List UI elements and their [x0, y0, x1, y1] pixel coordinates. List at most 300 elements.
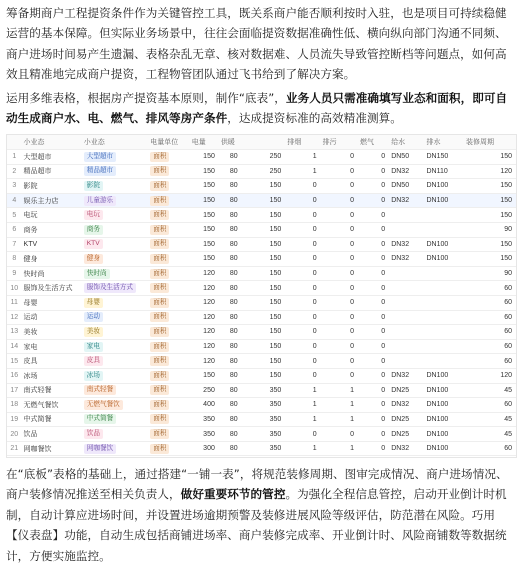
cell-name[interactable]: 美妆 [22, 325, 82, 340]
cell-w2[interactable] [425, 295, 464, 310]
cell-h[interactable]: 80 [219, 412, 242, 427]
cell-p[interactable]: 150 [464, 179, 516, 194]
cell-z[interactable]: 0 [321, 368, 358, 383]
cell-tag[interactable] [82, 237, 148, 252]
cell-p[interactable]: 90 [464, 266, 516, 281]
cell-z[interactable]: 0 [321, 222, 358, 237]
cell-w1[interactable] [389, 310, 424, 325]
cell-g[interactable]: 0 [358, 310, 389, 325]
cell-idx[interactable]: 6 [7, 222, 22, 237]
cell-h[interactable]: 80 [219, 295, 242, 310]
cell-w1[interactable]: DN50 [389, 150, 424, 165]
table-row[interactable] [7, 383, 516, 398]
cell-z[interactable]: 0 [321, 208, 358, 223]
cell-x[interactable]: 350 [242, 427, 286, 442]
cell-p[interactable]: 150 [464, 150, 516, 165]
cell-idx[interactable]: 19 [7, 412, 22, 427]
cell-x[interactable]: 250 [242, 150, 286, 165]
cell-z[interactable]: 0 [321, 266, 358, 281]
cell-e[interactable]: 150 [190, 368, 219, 383]
cell-w1[interactable]: DN32 [389, 398, 424, 413]
cell-tag[interactable] [82, 222, 148, 237]
cell-name[interactable]: 商务 [22, 222, 82, 237]
cell-idx[interactable]: 9 [7, 266, 22, 281]
table-row[interactable] [7, 339, 516, 354]
cell-unit[interactable] [148, 193, 190, 208]
cell-name[interactable]: 大型超市 [22, 150, 82, 165]
cell-w1[interactable] [389, 281, 424, 296]
cell-w2[interactable]: DN100 [425, 193, 464, 208]
cell-w1[interactable]: DN32 [389, 368, 424, 383]
cell-x[interactable]: 350 [242, 383, 286, 398]
cell-w1[interactable] [389, 295, 424, 310]
cell-x[interactable]: 350 [242, 441, 286, 456]
cell-tag[interactable] [82, 427, 148, 442]
cell-idx[interactable]: 11 [7, 295, 22, 310]
cell-p[interactable]: 45 [464, 427, 516, 442]
cell-p[interactable]: 150 [464, 237, 516, 252]
table-row[interactable] [7, 252, 516, 267]
table-row[interactable] [7, 427, 516, 442]
table-row[interactable] [7, 354, 516, 369]
cell-g[interactable]: 0 [358, 354, 389, 369]
cell-w2[interactable] [425, 354, 464, 369]
column-header[interactable]: 小业态 [82, 135, 148, 150]
cell-tag[interactable] [82, 266, 148, 281]
table-row[interactable] [7, 368, 516, 383]
cell-g[interactable]: 0 [358, 222, 389, 237]
cell-p[interactable]: 60 [464, 310, 516, 325]
cell-h[interactable]: 80 [219, 281, 242, 296]
cell-h[interactable]: 80 [219, 150, 242, 165]
cell-w1[interactable] [389, 208, 424, 223]
cell-tag[interactable] [82, 310, 148, 325]
cell-name[interactable]: 精品超市 [22, 164, 82, 179]
cell-tag[interactable] [82, 339, 148, 354]
cell-unit[interactable] [148, 339, 190, 354]
cell-p[interactable]: 60 [464, 281, 516, 296]
column-header[interactable]: 排水 [425, 135, 464, 150]
cell-name[interactable]: KTV [22, 237, 82, 252]
cell-e[interactable]: 120 [190, 354, 219, 369]
cell-y[interactable]: 1 [285, 150, 320, 165]
cell-g[interactable]: 0 [358, 179, 389, 194]
table-row[interactable] [7, 266, 516, 281]
cell-h[interactable]: 80 [219, 237, 242, 252]
cell-e[interactable]: 120 [190, 339, 219, 354]
cell-idx[interactable]: 10 [7, 281, 22, 296]
cell-g[interactable]: 0 [358, 208, 389, 223]
cell-unit[interactable] [148, 427, 190, 442]
cell-z[interactable]: 1 [321, 383, 358, 398]
cell-tag[interactable] [82, 164, 148, 179]
table-row[interactable] [7, 281, 516, 296]
cell-tag[interactable] [82, 354, 148, 369]
cell-x[interactable]: 150 [242, 208, 286, 223]
cell-y[interactable]: 1 [285, 412, 320, 427]
cell-y[interactable]: 1 [285, 441, 320, 456]
cell-p[interactable]: 60 [464, 354, 516, 369]
cell-idx[interactable]: 20 [7, 427, 22, 442]
cell-p[interactable]: 150 [464, 208, 516, 223]
cell-idx[interactable]: 12 [7, 310, 22, 325]
cell-w2[interactable] [425, 325, 464, 340]
cell-z[interactable]: 0 [321, 252, 358, 267]
cell-z[interactable]: 1 [321, 398, 358, 413]
column-header[interactable]: 装修周期 [464, 135, 516, 150]
cell-g[interactable]: 0 [358, 150, 389, 165]
cell-w2[interactable]: DN100 [425, 252, 464, 267]
cell-e[interactable]: 120 [190, 325, 219, 340]
cell-h[interactable]: 80 [219, 383, 242, 398]
cell-h[interactable]: 80 [219, 310, 242, 325]
cell-x[interactable]: 150 [242, 339, 286, 354]
cell-unit[interactable] [148, 237, 190, 252]
cell-idx[interactable]: 8 [7, 252, 22, 267]
cell-g[interactable]: 0 [358, 427, 389, 442]
cell-h[interactable]: 80 [219, 339, 242, 354]
cell-p[interactable]: 60 [464, 339, 516, 354]
cell-tag[interactable] [82, 208, 148, 223]
cell-z[interactable]: 0 [321, 339, 358, 354]
cell-w1[interactable]: DN32 [389, 193, 424, 208]
cell-p[interactable]: 60 [464, 398, 516, 413]
cell-z[interactable]: 0 [321, 281, 358, 296]
cell-e[interactable]: 150 [190, 193, 219, 208]
cell-name[interactable]: 网咖餐饮 [22, 441, 82, 456]
cell-idx[interactable]: 7 [7, 237, 22, 252]
cell-x[interactable]: 350 [242, 412, 286, 427]
cell-g[interactable]: 0 [358, 325, 389, 340]
cell-name[interactable]: 快时尚 [22, 266, 82, 281]
cell-unit[interactable] [148, 398, 190, 413]
cell-name[interactable]: 皮具 [22, 354, 82, 369]
cell-z[interactable]: 0 [321, 295, 358, 310]
column-header[interactable]: 小业态 [22, 135, 82, 150]
cell-tag[interactable] [82, 325, 148, 340]
cell-tag[interactable] [82, 412, 148, 427]
table-row[interactable] [7, 164, 516, 179]
cell-tag[interactable] [82, 252, 148, 267]
cell-name[interactable]: 饮品 [22, 427, 82, 442]
column-header[interactable]: 电量 [190, 135, 219, 150]
cell-y[interactable]: 1 [285, 398, 320, 413]
cell-y[interactable]: 0 [285, 179, 320, 194]
cell-e[interactable]: 120 [190, 281, 219, 296]
cell-idx[interactable]: 13 [7, 325, 22, 340]
cell-e[interactable]: 120 [190, 266, 219, 281]
cell-unit[interactable] [148, 295, 190, 310]
cell-idx[interactable]: 3 [7, 179, 22, 194]
cell-z[interactable]: 0 [321, 179, 358, 194]
cell-name[interactable]: 南式轻餐 [22, 383, 82, 398]
cell-e[interactable]: 350 [190, 427, 219, 442]
cell-w2[interactable]: DN100 [425, 237, 464, 252]
cell-w1[interactable]: DN25 [389, 412, 424, 427]
cell-g[interactable]: 0 [358, 164, 389, 179]
cell-h[interactable]: 80 [219, 427, 242, 442]
cell-w1[interactable]: DN25 [389, 427, 424, 442]
cell-name[interactable]: 运动 [22, 310, 82, 325]
cell-name[interactable]: 母婴 [22, 295, 82, 310]
cell-e[interactable]: 150 [190, 164, 219, 179]
cell-p[interactable]: 60 [464, 441, 516, 456]
cell-x[interactable]: 150 [242, 266, 286, 281]
cell-name[interactable]: 健身 [22, 252, 82, 267]
cell-idx[interactable]: 16 [7, 368, 22, 383]
cell-unit[interactable] [148, 310, 190, 325]
cell-w1[interactable] [389, 325, 424, 340]
cell-y[interactable]: 0 [285, 368, 320, 383]
cell-x[interactable]: 150 [242, 310, 286, 325]
cell-e[interactable]: 150 [190, 208, 219, 223]
cell-g[interactable]: 0 [358, 339, 389, 354]
cell-unit[interactable] [148, 354, 190, 369]
cell-tag[interactable] [82, 368, 148, 383]
cell-x[interactable]: 150 [242, 354, 286, 369]
cell-z[interactable]: 0 [321, 193, 358, 208]
cell-y[interactable]: 0 [285, 310, 320, 325]
cell-w1[interactable] [389, 339, 424, 354]
cell-unit[interactable] [148, 383, 190, 398]
cell-idx[interactable]: 1 [7, 150, 22, 165]
cell-p[interactable]: 120 [464, 164, 516, 179]
cell-p[interactable]: 150 [464, 252, 516, 267]
cell-g[interactable]: 0 [358, 266, 389, 281]
cell-w2[interactable]: DN110 [425, 164, 464, 179]
cell-idx[interactable]: 21 [7, 441, 22, 456]
cell-h[interactable]: 80 [219, 208, 242, 223]
cell-y[interactable]: 0 [285, 295, 320, 310]
cell-w2[interactable] [425, 208, 464, 223]
table-row[interactable] [7, 208, 516, 223]
cell-z[interactable]: 1 [321, 441, 358, 456]
cell-z[interactable]: 0 [321, 354, 358, 369]
cell-p[interactable]: 45 [464, 412, 516, 427]
cell-z[interactable]: 0 [321, 427, 358, 442]
cell-h[interactable]: 80 [219, 193, 242, 208]
table-row[interactable] [7, 222, 516, 237]
table-row[interactable] [7, 412, 516, 427]
cell-x[interactable]: 150 [242, 368, 286, 383]
table-row[interactable] [7, 150, 516, 165]
cell-h[interactable]: 80 [219, 441, 242, 456]
cell-w2[interactable]: DN100 [425, 398, 464, 413]
cell-y[interactable]: 0 [285, 339, 320, 354]
cell-x[interactable]: 150 [242, 325, 286, 340]
cell-e[interactable]: 350 [190, 412, 219, 427]
cell-unit[interactable] [148, 252, 190, 267]
cell-e[interactable]: 150 [190, 237, 219, 252]
cell-unit[interactable] [148, 266, 190, 281]
table-row[interactable] [7, 398, 516, 413]
cell-g[interactable]: 0 [358, 237, 389, 252]
cell-w1[interactable]: DN32 [389, 441, 424, 456]
cell-w1[interactable] [389, 266, 424, 281]
cell-w2[interactable] [425, 281, 464, 296]
cell-w1[interactable]: DN25 [389, 383, 424, 398]
cell-y[interactable]: 0 [285, 427, 320, 442]
cell-unit[interactable] [148, 368, 190, 383]
cell-y[interactable]: 0 [285, 325, 320, 340]
cell-y[interactable]: 0 [285, 266, 320, 281]
cell-h[interactable]: 80 [219, 164, 242, 179]
cell-unit[interactable] [148, 325, 190, 340]
cell-x[interactable]: 150 [242, 252, 286, 267]
cell-w2[interactable] [425, 310, 464, 325]
cell-name[interactable]: 影院 [22, 179, 82, 194]
cell-x[interactable]: 150 [242, 193, 286, 208]
cell-tag[interactable] [82, 179, 148, 194]
cell-z[interactable]: 0 [321, 310, 358, 325]
cell-e[interactable]: 120 [190, 310, 219, 325]
column-header[interactable]: 供暖 [219, 135, 242, 150]
cell-name[interactable]: 无燃气餐饮 [22, 398, 82, 413]
cell-y[interactable]: 0 [285, 252, 320, 267]
cell-w2[interactable]: DN100 [425, 427, 464, 442]
cell-p[interactable]: 90 [464, 222, 516, 237]
cell-x[interactable]: 150 [242, 281, 286, 296]
cell-w1[interactable] [389, 222, 424, 237]
cell-z[interactable]: 1 [321, 412, 358, 427]
cell-unit[interactable] [148, 222, 190, 237]
column-header[interactable] [7, 135, 22, 150]
cell-x[interactable]: 150 [242, 295, 286, 310]
cell-h[interactable]: 80 [219, 252, 242, 267]
cell-tag[interactable] [82, 383, 148, 398]
cell-x[interactable]: 350 [242, 398, 286, 413]
cell-name[interactable]: 电玩 [22, 208, 82, 223]
cell-h[interactable]: 80 [219, 398, 242, 413]
column-header[interactable] [242, 135, 286, 150]
cell-g[interactable]: 0 [358, 252, 389, 267]
cell-w2[interactable]: DN100 [425, 412, 464, 427]
cell-w2[interactable]: DN100 [425, 383, 464, 398]
cell-p[interactable]: 60 [464, 325, 516, 340]
table-row[interactable] [7, 310, 516, 325]
cell-e[interactable]: 150 [190, 252, 219, 267]
cell-p[interactable]: 120 [464, 368, 516, 383]
cell-e[interactable]: 250 [190, 383, 219, 398]
cell-x[interactable]: 250 [242, 164, 286, 179]
cell-idx[interactable]: 17 [7, 383, 22, 398]
cell-g[interactable]: 0 [358, 398, 389, 413]
cell-w2[interactable]: DN100 [425, 179, 464, 194]
table-row[interactable] [7, 237, 516, 252]
cell-tag[interactable] [82, 398, 148, 413]
cell-y[interactable]: 0 [285, 222, 320, 237]
cell-g[interactable]: 0 [358, 441, 389, 456]
cell-unit[interactable] [148, 441, 190, 456]
cell-h[interactable]: 80 [219, 222, 242, 237]
cell-unit[interactable] [148, 179, 190, 194]
cell-z[interactable]: 0 [321, 325, 358, 340]
cell-unit[interactable] [148, 150, 190, 165]
cell-idx[interactable]: 2 [7, 164, 22, 179]
cell-e[interactable]: 300 [190, 441, 219, 456]
cell-unit[interactable] [148, 208, 190, 223]
cell-w1[interactable]: DN32 [389, 237, 424, 252]
cell-h[interactable]: 80 [219, 368, 242, 383]
cell-e[interactable]: 150 [190, 179, 219, 194]
cell-h[interactable]: 80 [219, 354, 242, 369]
cell-z[interactable]: 0 [321, 150, 358, 165]
cell-idx[interactable]: 4 [7, 193, 22, 208]
cell-w1[interactable]: DN32 [389, 252, 424, 267]
cell-w2[interactable] [425, 222, 464, 237]
cell-tag[interactable] [82, 295, 148, 310]
cell-g[interactable]: 0 [358, 295, 389, 310]
cell-idx[interactable]: 18 [7, 398, 22, 413]
cell-w2[interactable] [425, 339, 464, 354]
cell-e[interactable]: 400 [190, 398, 219, 413]
cell-w1[interactable]: DN50 [389, 179, 424, 194]
cell-y[interactable]: 1 [285, 383, 320, 398]
cell-x[interactable]: 150 [242, 179, 286, 194]
table-row[interactable] [7, 441, 516, 456]
cell-p[interactable]: 60 [464, 295, 516, 310]
column-header[interactable]: 电量单位 [148, 135, 190, 150]
cell-w2[interactable]: DN100 [425, 441, 464, 456]
cell-h[interactable]: 80 [219, 325, 242, 340]
cell-w1[interactable] [389, 354, 424, 369]
cell-name[interactable]: 服饰及生活方式 [22, 281, 82, 296]
cell-y[interactable]: 0 [285, 354, 320, 369]
cell-w2[interactable] [425, 266, 464, 281]
cell-w2[interactable]: DN100 [425, 368, 464, 383]
cell-tag[interactable] [82, 193, 148, 208]
cell-name[interactable]: 娱乐主力店 [22, 193, 82, 208]
cell-x[interactable]: 150 [242, 237, 286, 252]
cell-g[interactable]: 0 [358, 281, 389, 296]
cell-e[interactable]: 120 [190, 295, 219, 310]
cell-unit[interactable] [148, 281, 190, 296]
cell-w2[interactable]: DN150 [425, 150, 464, 165]
cell-z[interactable]: 0 [321, 164, 358, 179]
cell-tag[interactable] [82, 150, 148, 165]
column-header[interactable]: 给水 [389, 135, 424, 150]
column-header[interactable]: 排污 [321, 135, 358, 150]
table-row[interactable] [7, 179, 516, 194]
cell-h[interactable]: 80 [219, 266, 242, 281]
cell-unit[interactable] [148, 412, 190, 427]
table-row[interactable] [7, 295, 516, 310]
cell-e[interactable]: 150 [190, 150, 219, 165]
cell-z[interactable]: 0 [321, 237, 358, 252]
table-row[interactable] [7, 193, 516, 208]
cell-tag[interactable] [82, 441, 148, 456]
cell-g[interactable]: 0 [358, 368, 389, 383]
cell-g[interactable]: 0 [358, 193, 389, 208]
cell-name[interactable]: 中式简餐 [22, 412, 82, 427]
cell-tag[interactable] [82, 281, 148, 296]
cell-name[interactable]: 冰场 [22, 368, 82, 383]
cell-e[interactable]: 150 [190, 222, 219, 237]
cell-w1[interactable]: DN32 [389, 164, 424, 179]
cell-idx[interactable]: 5 [7, 208, 22, 223]
cell-y[interactable]: 0 [285, 281, 320, 296]
cell-g[interactable]: 0 [358, 412, 389, 427]
cell-idx[interactable]: 14 [7, 339, 22, 354]
table-row[interactable] [7, 325, 516, 340]
cell-idx[interactable]: 15 [7, 354, 22, 369]
cell-y[interactable]: 0 [285, 193, 320, 208]
cell-h[interactable]: 80 [219, 179, 242, 194]
cell-unit[interactable] [148, 164, 190, 179]
cell-y[interactable]: 1 [285, 164, 320, 179]
column-header[interactable]: 排烟 [285, 135, 320, 150]
cell-p[interactable]: 45 [464, 383, 516, 398]
